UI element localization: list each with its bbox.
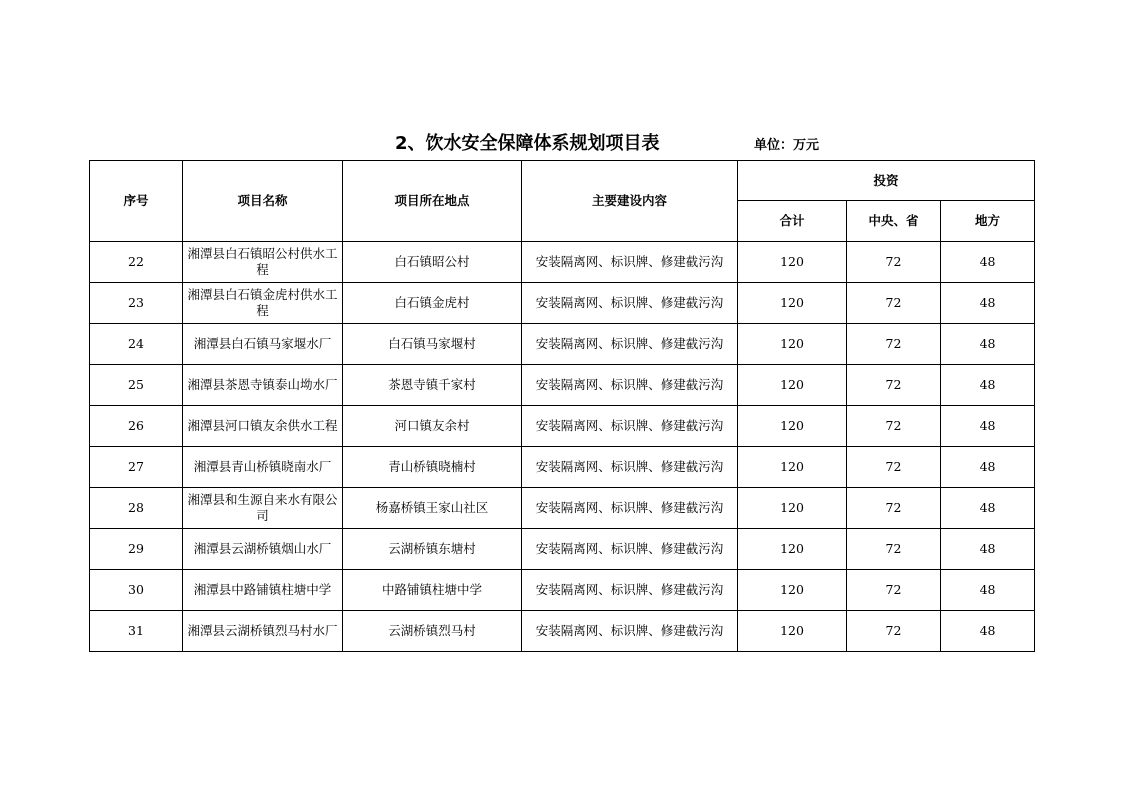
- cell-content: 安装隔离网、标识牌、修建截污沟: [522, 324, 738, 365]
- cell-location: 白石镇金虎村: [343, 283, 522, 324]
- cell-central: 72: [847, 488, 941, 529]
- table-row: [90, 570, 1035, 611]
- header-seq: 序号: [90, 161, 183, 242]
- cell-name: 湘潭县和生源自来水有限公司: [183, 488, 343, 529]
- cell-content: 安装隔离网、标识牌、修建截污沟: [522, 283, 738, 324]
- cell-name: 湘潭县白石镇马家堰水厂: [183, 324, 343, 365]
- cell-content: 安装隔离网、标识牌、修建截污沟: [522, 570, 738, 611]
- cell-seq: 28: [90, 488, 183, 529]
- table-row: [90, 488, 1035, 529]
- cell-seq: 31: [90, 611, 183, 652]
- cell-content: 安装隔离网、标识牌、修建截污沟: [522, 611, 738, 652]
- cell-seq: 24: [90, 324, 183, 365]
- cell-seq: 27: [90, 447, 183, 488]
- cell-total: 120: [738, 242, 847, 283]
- cell-content: 安装隔离网、标识牌、修建截污沟: [522, 406, 738, 447]
- table-row: [90, 406, 1035, 447]
- unit-label: 单位：万元: [754, 138, 820, 153]
- cell-total: 120: [738, 406, 847, 447]
- cell-central: 72: [847, 570, 941, 611]
- header-location: 项目所在地点: [343, 161, 522, 242]
- cell-central: 72: [847, 365, 941, 406]
- table-row: [90, 447, 1035, 488]
- header-name: 项目名称: [183, 161, 343, 242]
- cell-total: 120: [738, 324, 847, 365]
- cell-seq: 23: [90, 283, 183, 324]
- cell-location: 白石镇马家堰村: [343, 324, 522, 365]
- table-row: [90, 242, 1035, 283]
- cell-total: 120: [738, 611, 847, 652]
- cell-location: 青山桥镇晓楠村: [343, 447, 522, 488]
- table-row: [90, 611, 1035, 652]
- cell-location: 杨嘉桥镇王家山社区: [343, 488, 522, 529]
- page-title: 2、饮水安全保障体系规划项目表: [395, 133, 660, 154]
- cell-central: 72: [847, 529, 941, 570]
- cell-seq: 22: [90, 242, 183, 283]
- header-content: 主要建设内容: [522, 161, 738, 242]
- cell-local: 48: [941, 611, 1035, 652]
- cell-name: 湘潭县白石镇昭公村供水工程: [183, 242, 343, 283]
- cell-seq: 30: [90, 570, 183, 611]
- header-central: 中央、省: [847, 201, 941, 242]
- cell-content: 安装隔离网、标识牌、修建截污沟: [522, 447, 738, 488]
- cell-central: 72: [847, 324, 941, 365]
- cell-name: 湘潭县云湖桥镇烟山水厂: [183, 529, 343, 570]
- cell-total: 120: [738, 570, 847, 611]
- cell-seq: 25: [90, 365, 183, 406]
- cell-content: 安装隔离网、标识牌、修建截污沟: [522, 488, 738, 529]
- project-table: [89, 160, 1035, 652]
- cell-total: 120: [738, 283, 847, 324]
- cell-seq: 29: [90, 529, 183, 570]
- cell-total: 120: [738, 447, 847, 488]
- cell-name: 湘潭县白石镇金虎村供水工程: [183, 283, 343, 324]
- cell-local: 48: [941, 570, 1035, 611]
- cell-local: 48: [941, 488, 1035, 529]
- cell-local: 48: [941, 242, 1035, 283]
- cell-content: 安装隔离网、标识牌、修建截污沟: [522, 242, 738, 283]
- cell-local: 48: [941, 283, 1035, 324]
- table-row: [90, 365, 1035, 406]
- cell-content: 安装隔离网、标识牌、修建截污沟: [522, 365, 738, 406]
- cell-seq: 26: [90, 406, 183, 447]
- cell-location: 云湖桥镇烈马村: [343, 611, 522, 652]
- cell-name: 湘潭县河口镇友余供水工程: [183, 406, 343, 447]
- table-row: [90, 283, 1035, 324]
- cell-location: 河口镇友余村: [343, 406, 522, 447]
- cell-name: 湘潭县中路铺镇柱塘中学: [183, 570, 343, 611]
- cell-central: 72: [847, 283, 941, 324]
- cell-local: 48: [941, 447, 1035, 488]
- cell-name: 湘潭县茶恩寺镇泰山坳水厂: [183, 365, 343, 406]
- cell-total: 120: [738, 529, 847, 570]
- cell-location: 茶恩寺镇千家村: [343, 365, 522, 406]
- cell-total: 120: [738, 488, 847, 529]
- header-investment: 投资: [738, 161, 1035, 201]
- cell-name: 湘潭县青山桥镇晓南水厂: [183, 447, 343, 488]
- cell-total: 120: [738, 365, 847, 406]
- cell-content: 安装隔离网、标识牌、修建截污沟: [522, 529, 738, 570]
- cell-location: 云湖桥镇东塘村: [343, 529, 522, 570]
- cell-local: 48: [941, 529, 1035, 570]
- cell-central: 72: [847, 242, 941, 283]
- cell-central: 72: [847, 447, 941, 488]
- cell-location: 中路铺镇柱塘中学: [343, 570, 522, 611]
- cell-location: 白石镇昭公村: [343, 242, 522, 283]
- table-row: [90, 324, 1035, 365]
- cell-local: 48: [941, 365, 1035, 406]
- cell-name: 湘潭县云湖桥镇烈马村水厂: [183, 611, 343, 652]
- cell-central: 72: [847, 611, 941, 652]
- cell-local: 48: [941, 406, 1035, 447]
- header-total: 合计: [738, 201, 847, 242]
- cell-central: 72: [847, 406, 941, 447]
- table-row: [90, 529, 1035, 570]
- header-local: 地方: [941, 201, 1035, 242]
- cell-local: 48: [941, 324, 1035, 365]
